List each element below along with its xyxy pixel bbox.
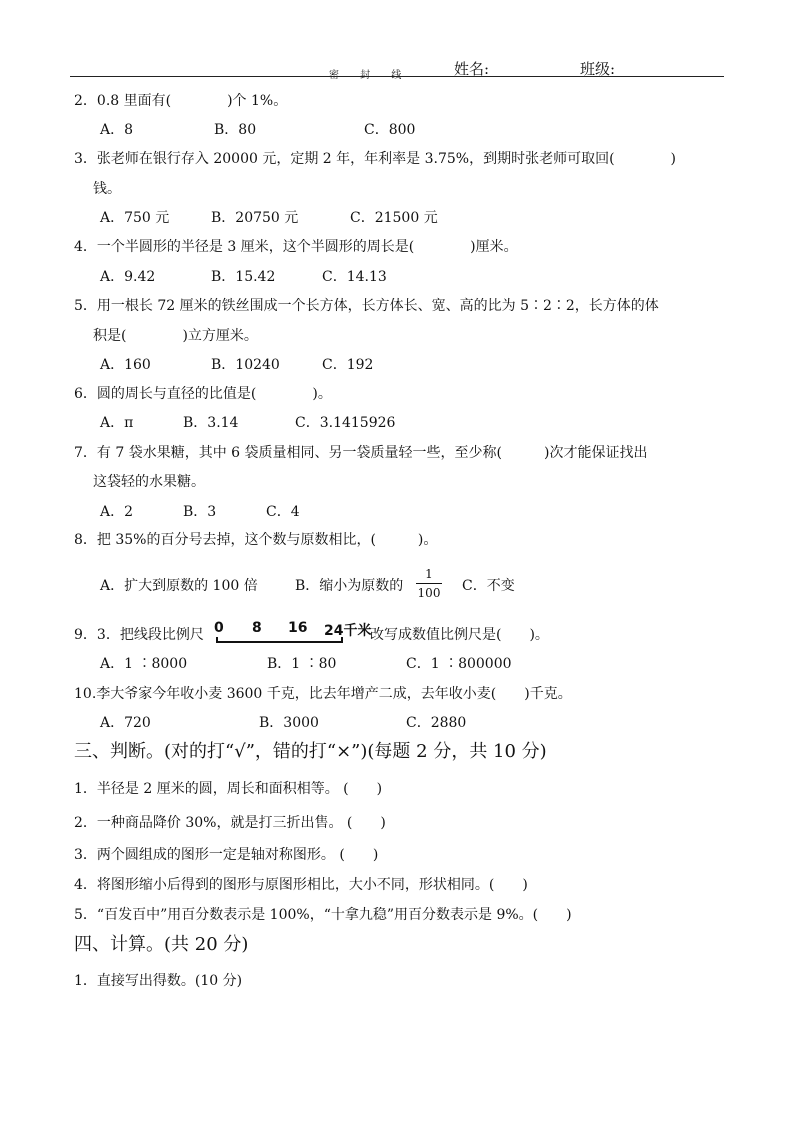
line-segment-scale [214,620,374,650]
q8-option-c: C．不变 [462,578,515,594]
q7-option-c: C．4 [266,504,300,520]
q7-stem-line2: 这袋轻的水果糖。 [93,474,205,490]
q3-stem-line2: 钱。 [93,181,121,197]
q7-option-b: B．3 [183,504,217,520]
q2-stem: 2．0.8 里面有( )个 1%。 [74,93,288,109]
section-3-title: 三、判断。(对的打“√”，错的打“×”)(每题 2 分，共 10 分) [74,741,547,762]
scale-tick [216,637,218,643]
judgment-item: 5．“百发百中”用百分数表示是 100%，“十拿九稳”用百分数表示是 9%。( ) [74,907,572,923]
q6-option-c: C．3.1415926 [295,415,396,431]
q9-option-c: C．1 ∶800000 [406,656,512,672]
q4-stem: 4．一个半圆形的半径是 3 厘米，这个半圆形的周长是( )厘米。 [74,239,518,255]
q10-stem: 10.李大爷家今年收小麦 3600 千克，比去年增产二成，去年收小麦( )千克。 [74,686,572,702]
q4-option-c: C．14.13 [322,269,387,285]
q3-stem-line1: 3．张老师在银行存入 20000 元，定期 2 年，年利率是 3.75%，到期时张老师可取回( ) [74,151,676,167]
name-label: 姓名: [454,60,490,78]
q2-option-b: B．80 [214,122,257,138]
q5-stem-line2: 积是( )立方厘米。 [93,328,258,344]
judgment-item: 1．半径是 2 厘米的圆，周长和面积相等。 ( ) [74,781,383,797]
q5-option-c: C．192 [322,357,374,373]
judgment-item: 3．两个圆组成的图形一定是轴对称图形。 ( ) [74,847,379,863]
scale-tick [341,637,343,643]
q9-option-b: B．1 ∶80 [267,656,337,672]
q5-option-a: A．160 [100,357,151,373]
q7-option-a: A．2 [100,504,134,520]
q10-option-b: B．3000 [259,715,319,731]
q6-option-b: B．3.14 [183,415,239,431]
q8-stem: 8．把 35%的百分号去掉，这个数与原数相比，( )。 [74,532,438,548]
q8-fraction [416,567,442,600]
q4-option-a: A．9.42 [100,269,156,285]
section-4-title: 四、计算。(共 20 分) [74,934,249,955]
q10-option-a: A．720 [100,715,151,731]
seal-line-label: 密 封 线 [329,70,411,81]
page-header [0,0,794,80]
scale-label-16: 16 [288,620,308,636]
scale-bar [216,641,342,643]
q9-option-a: A．1 ∶8000 [100,656,188,672]
judgment-item: 2．一种商品降价 30%，就是打三折出售。 ( ) [74,815,386,831]
q8-fraction-denominator: 100 [417,586,441,600]
judgment-item: 4．将图形缩小后得到的图形与原图形相比，大小不同，形状相同。( ) [74,877,528,893]
q5-stem-line1: 5．用一根长 72 厘米的铁丝围成一个长方体，长方体长、宽、高的比为 5∶2∶2，长方体的体 [74,298,659,314]
q10-option-c: C．2880 [406,715,467,731]
scale-label-0: 0 [214,620,224,636]
class-label: 班级: [580,60,616,78]
q8-fraction-numerator: 1 [416,567,442,584]
q3-option-c: C．21500 元 [350,210,438,226]
calc-item-1: 1．直接写出得数。(10 分) [74,973,243,989]
q5-option-b: B．10240 [211,357,280,373]
q6-stem: 6．圆的周长与直径的比值是( )。 [74,386,332,402]
q9-prefix: 9．3．把线段比例尺 [74,627,204,643]
scale-label-24-km: 24千米 [324,623,372,639]
q9-suffix: 改写成数值比例尺是( )。 [370,627,549,643]
q7-stem-line1: 7．有 7 袋水果糖，其中 6 袋质量相同、另一袋质量轻一些，至少称( )次才能保证找出 [74,445,648,461]
q6-option-a: A．π [100,415,134,431]
q2-option-c: C．800 [364,122,416,138]
q8-option-a: A．扩大到原数的 100 倍 [100,578,258,594]
q2-option-a: A．8 [100,122,134,138]
q3-option-a: A．750 元 [100,210,170,226]
header-rule [70,76,724,77]
q3-option-b: B．20750 元 [211,210,299,226]
q8-option-b: B．缩小为原数的 [295,578,404,594]
scale-label-8: 8 [252,620,262,636]
q4-option-b: B．15.42 [211,269,276,285]
